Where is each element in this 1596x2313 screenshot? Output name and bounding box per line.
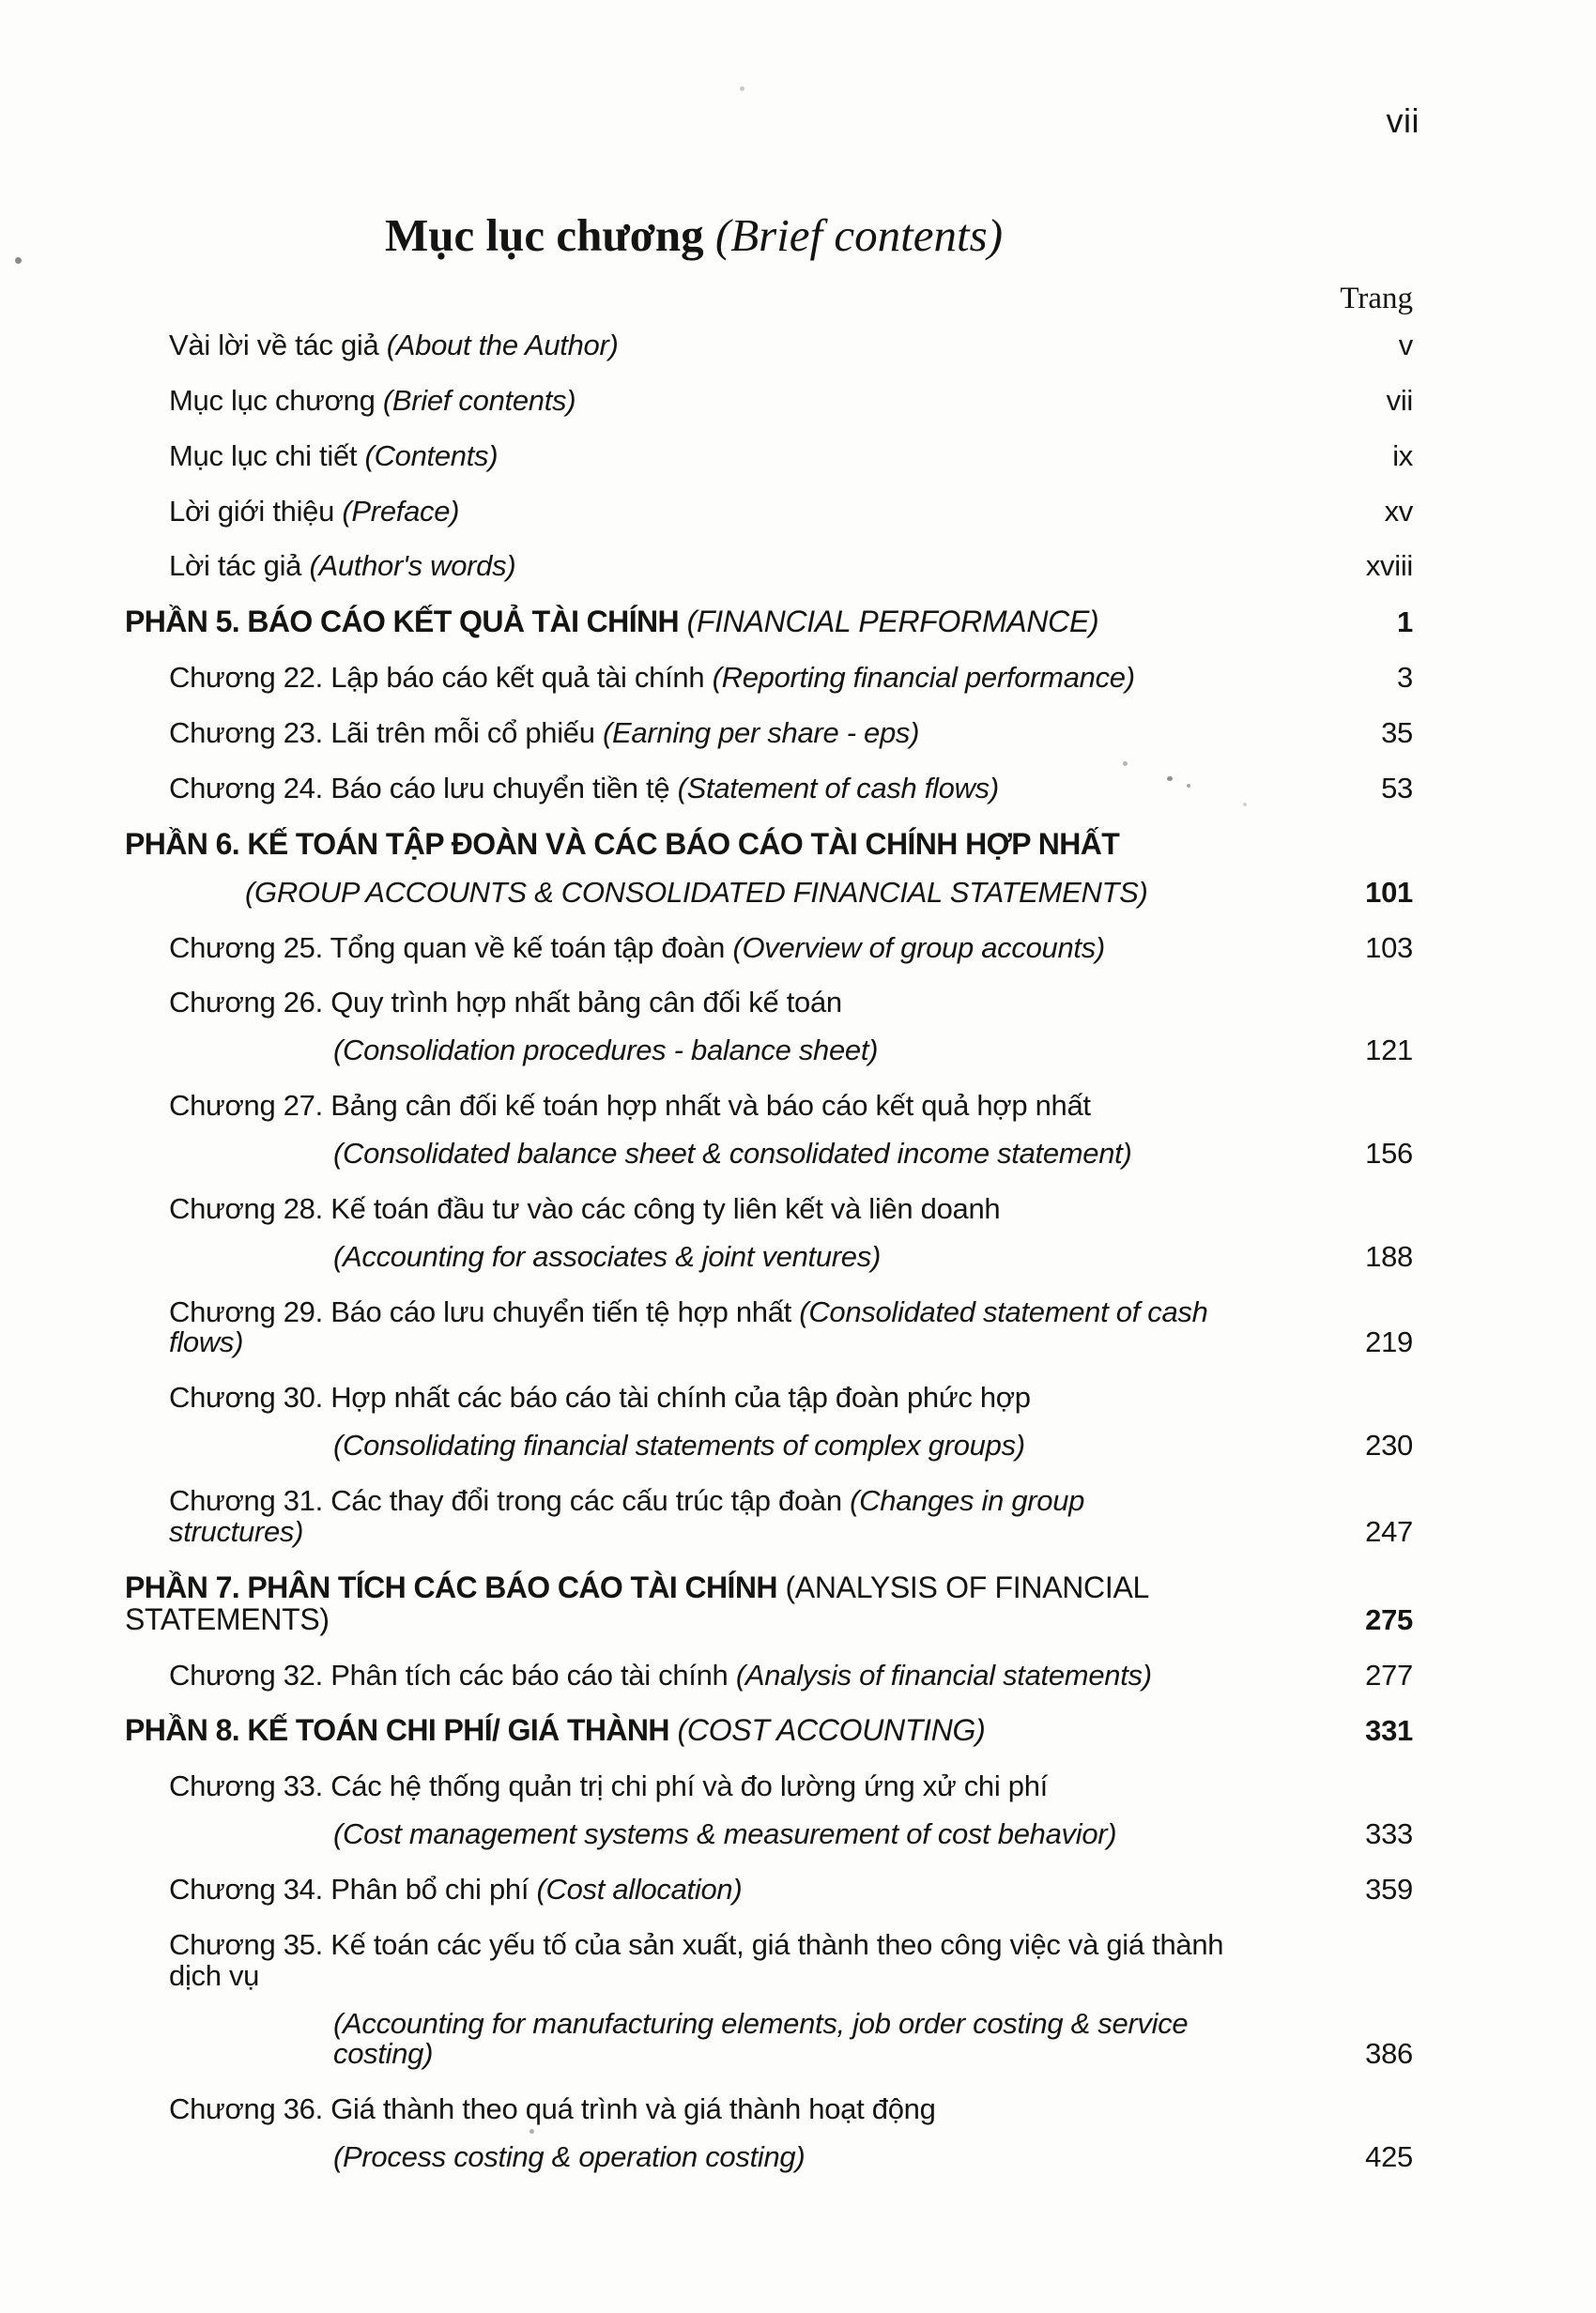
toc-entry-subtitle: (Statement of cash flows)	[677, 771, 999, 804]
toc-entry	[0, 1191, 1596, 1273]
toc-list	[0, 330, 1596, 2198]
scan-speckle	[15, 257, 22, 264]
toc-entry-label	[0, 1875, 1225, 1906]
toc-entry-label	[0, 718, 1225, 749]
scan-speckle	[1187, 784, 1190, 788]
toc-entry	[0, 1572, 1596, 1636]
toc-entry	[0, 606, 1596, 638]
toc-entry-label	[0, 826, 1225, 909]
toc-entry-title: Chương 36. Giá thành theo quá trình và giá thành hoạt động	[169, 2092, 936, 2126]
toc-entry	[0, 1715, 1596, 1747]
toc-entry-label	[0, 663, 1225, 694]
toc-entry-page: 188	[1365, 1239, 1413, 1273]
toc-entry-page: 386	[1365, 2037, 1413, 2071]
toc-entry	[0, 1486, 1596, 1548]
toc-entry	[0, 1658, 1596, 1692]
toc-entry	[0, 1294, 1596, 1359]
toc-entry-page: 277	[1365, 1658, 1413, 1692]
toc-entry-page: 156	[1365, 1136, 1413, 1170]
toc-entry-title: Chương 26. Quy trình hợp nhất bảng cân đối kế toán	[169, 986, 842, 1019]
scan-speckle	[740, 86, 744, 91]
scan-speckle	[1167, 776, 1173, 781]
toc-entry-title: Vài lời về tác giả	[169, 329, 379, 361]
scan-speckle	[1243, 803, 1247, 806]
toc-entry-page: 425	[1365, 2140, 1413, 2174]
toc-entry-title: Chương 27. Bảng cân đối kế toán hợp nhất và báo cáo kết quả hợp nhất	[169, 1089, 1091, 1123]
scan-speckle	[529, 2129, 534, 2134]
toc-entry-subtitle: (Changes in group structures)	[169, 1484, 1085, 1548]
toc-entry-title: Chương 33. Các hệ thống quản trị chi phí và đo lường ứng xử chi phí	[169, 1769, 1048, 1803]
page-folio: vii	[1386, 101, 1420, 140]
toc-entry-page: 35	[1381, 716, 1413, 750]
toc-entry	[0, 826, 1596, 909]
toc-entry-subtitle: (Brief contents)	[382, 383, 576, 417]
toc-entry-subtitle: (Preface)	[342, 494, 460, 528]
toc-entry-label	[0, 494, 1225, 528]
toc-entry	[0, 1091, 1596, 1170]
toc-entry-label	[0, 383, 1225, 417]
toc-entry-label	[0, 1383, 1225, 1462]
toc-entry	[0, 1771, 1596, 1850]
scan-speckle	[1123, 761, 1128, 766]
toc-entry-label	[0, 988, 1225, 1066]
toc-entry-subtitle: (ANALYSIS OF FINANCIAL STATEMENTS)	[125, 1570, 1148, 1636]
toc-entry	[0, 930, 1596, 964]
toc-entry-subtitle-line2: (Accounting for associates & joint ventures)	[333, 1239, 881, 1273]
toc-entry	[0, 1383, 1596, 1462]
toc-entry-subtitle-line2: (Accounting for manufacturing elements, job order costing & service costing)	[333, 2006, 1189, 2071]
toc-entry-page: 359	[1365, 1873, 1413, 1907]
toc-entry	[0, 988, 1596, 1066]
toc-entry-page: 275	[1365, 1602, 1413, 1636]
toc-entry-page: 230	[1365, 1429, 1413, 1463]
toc-entry-page: 3	[1397, 661, 1413, 695]
toc-entry-page: 333	[1365, 1817, 1413, 1851]
toc-entry-label	[0, 1658, 1225, 1692]
toc-entry	[0, 494, 1596, 528]
toc-entry-title: Chương 22. Lập báo cáo kết quả tài chính	[169, 661, 705, 695]
page-title	[0, 208, 1388, 262]
toc-entry-subtitle: (Reporting financial performance)	[712, 661, 1135, 695]
toc-entry	[0, 383, 1596, 417]
toc-entry-title: Lời tác giả	[169, 549, 302, 583]
toc-entry-subtitle-line2: (GROUP ACCOUNTS & CONSOLIDATED FINANCIAL STATEMENTS)	[245, 875, 1148, 909]
toc-entry-subtitle: (Analysis of financial statements)	[735, 1658, 1152, 1692]
toc-entry-title: PHẦN 7. PHÂN TÍCH CÁC BÁO CÁO TÀI CHÍNH	[125, 1570, 777, 1604]
toc-entry-page: 53	[1381, 771, 1413, 804]
toc-entry-subtitle: (FINANCIAL PERFORMANCE)	[686, 605, 1099, 639]
toc-entry-label	[0, 1771, 1225, 1850]
toc-entry-label	[0, 1927, 1225, 2071]
toc-entry-title: Lời giới thiệu	[169, 494, 335, 528]
toc-entry-subtitle-line2: (Process costing & operation costing)	[333, 2140, 806, 2174]
toc-entry-title: Mục lục chương	[169, 383, 376, 417]
toc-entry-subtitle-line2: (Consolidation procedures - balance sheet)	[333, 1034, 879, 1067]
toc-entry-title: Chương 28. Kế toán đầu tư vào các công ty liên kết và liên doanh	[169, 1191, 1001, 1225]
toc-entry	[0, 1875, 1596, 1906]
toc-entry-page: vii	[1386, 383, 1413, 417]
toc-entry-label	[0, 606, 1225, 638]
toc-entry-page: 331	[1365, 1714, 1413, 1748]
toc-entry-label	[0, 771, 1225, 804]
toc-entry-page: 247	[1365, 1514, 1413, 1548]
toc-entry-page: 219	[1365, 1325, 1413, 1359]
toc-entry-title: PHẦN 6. KẾ TOÁN TẬP ĐOÀN VÀ CÁC BÁO CÁO TÀI CHÍNH HỢP NHẤT	[125, 826, 1120, 861]
toc-entry-title: Chương 32. Phân tích các báo cáo tài chính	[169, 1658, 729, 1692]
toc-entry-subtitle: (Earning per share - eps)	[603, 716, 920, 750]
toc-entry-subtitle: (Contents)	[364, 438, 499, 472]
toc-entry-page: 101	[1365, 875, 1413, 909]
toc-entry-label	[0, 1715, 1225, 1747]
toc-entry-title: Chương 29. Báo cáo lưu chuyển tiến tệ hợp nhất	[169, 1294, 791, 1328]
toc-entry	[0, 663, 1596, 694]
toc-entry	[0, 438, 1596, 472]
toc-entry-page: xv	[1384, 494, 1413, 528]
toc-entry-label	[0, 1191, 1225, 1273]
toc-entry-title: Chương 31. Các thay đổi trong các cấu trúc tập đoàn	[169, 1484, 842, 1517]
toc-entry-title: Chương 25. Tổng quan về kế toán tập đoàn	[169, 930, 726, 964]
toc-entry-label	[0, 930, 1225, 964]
toc-entry-subtitle: (Overview of group accounts)	[732, 930, 1105, 964]
toc-entry	[0, 551, 1596, 582]
toc-entry-title: Chương 30. Hợp nhất các báo cáo tài chính của tập đoàn phức hợp	[169, 1381, 1031, 1415]
toc-entry-page: 103	[1365, 930, 1413, 964]
page-title-vietnamese: Mục lục chương	[384, 209, 704, 261]
toc-entry-page: ix	[1392, 438, 1413, 472]
toc-entry-title: PHẦN 5. BÁO CÁO KẾT QUẢ TÀI CHÍNH	[125, 605, 679, 639]
toc-entry-title: Mục lục chi tiết	[169, 438, 358, 472]
toc-entry-label	[0, 330, 1225, 361]
toc-entry-title: Chương 23. Lãi trên mỗi cổ phiếu	[169, 716, 595, 750]
toc-entry	[0, 1927, 1596, 2071]
page-column-header: Trang	[1340, 282, 1413, 315]
toc-entry-subtitle: (About the Author)	[386, 329, 619, 361]
toc-entry-label	[0, 1572, 1225, 1636]
toc-entry-subtitle-line2: (Consolidating financial statements of complex groups)	[333, 1429, 1025, 1463]
toc-entry-title: Chương 34. Phân bổ chi phí	[169, 1873, 529, 1907]
toc-entry-title: PHẦN 8. KẾ TOÁN CHI PHÍ/ GIÁ THÀNH	[125, 1713, 669, 1748]
toc-entry-page: xviii	[1365, 549, 1413, 583]
toc-entry	[0, 771, 1596, 804]
toc-entry-page: 121	[1365, 1034, 1413, 1067]
toc-entry-label	[0, 1486, 1225, 1548]
toc-entry-title: Chương 35. Kế toán các yếu tố của sản xuất, giá thành theo công việc và giá thành dịch vụ	[169, 1927, 1224, 1992]
toc-entry-subtitle: (COST ACCOUNTING)	[677, 1713, 986, 1748]
toc-entry-label	[0, 438, 1225, 472]
toc-entry-subtitle: (Consolidated statement of cash flows)	[169, 1294, 1208, 1359]
toc-entry-title: Chương 24. Báo cáo lưu chuyển tiền tệ	[169, 771, 670, 804]
toc-entry-subtitle-line2: (Consolidated balance sheet & consolidated income statement)	[333, 1136, 1132, 1170]
toc-entry	[0, 2094, 1596, 2173]
toc-entry-subtitle-line2: (Cost management systems & measurement of cost behavior)	[333, 1817, 1117, 1851]
toc-entry-subtitle: (Author's words)	[309, 549, 516, 583]
page-title-english: (Brief contents)	[714, 209, 1004, 261]
toc-entry-label	[0, 1294, 1225, 1359]
toc-entry-page: v	[1398, 329, 1413, 361]
toc-entry-label	[0, 1091, 1225, 1170]
toc-entry	[0, 718, 1596, 749]
toc-entry	[0, 330, 1596, 361]
toc-entry-label	[0, 2094, 1225, 2173]
toc-entry-page: 1	[1397, 605, 1413, 639]
toc-entry-subtitle: (Cost allocation)	[536, 1873, 743, 1907]
toc-entry-label	[0, 551, 1225, 582]
